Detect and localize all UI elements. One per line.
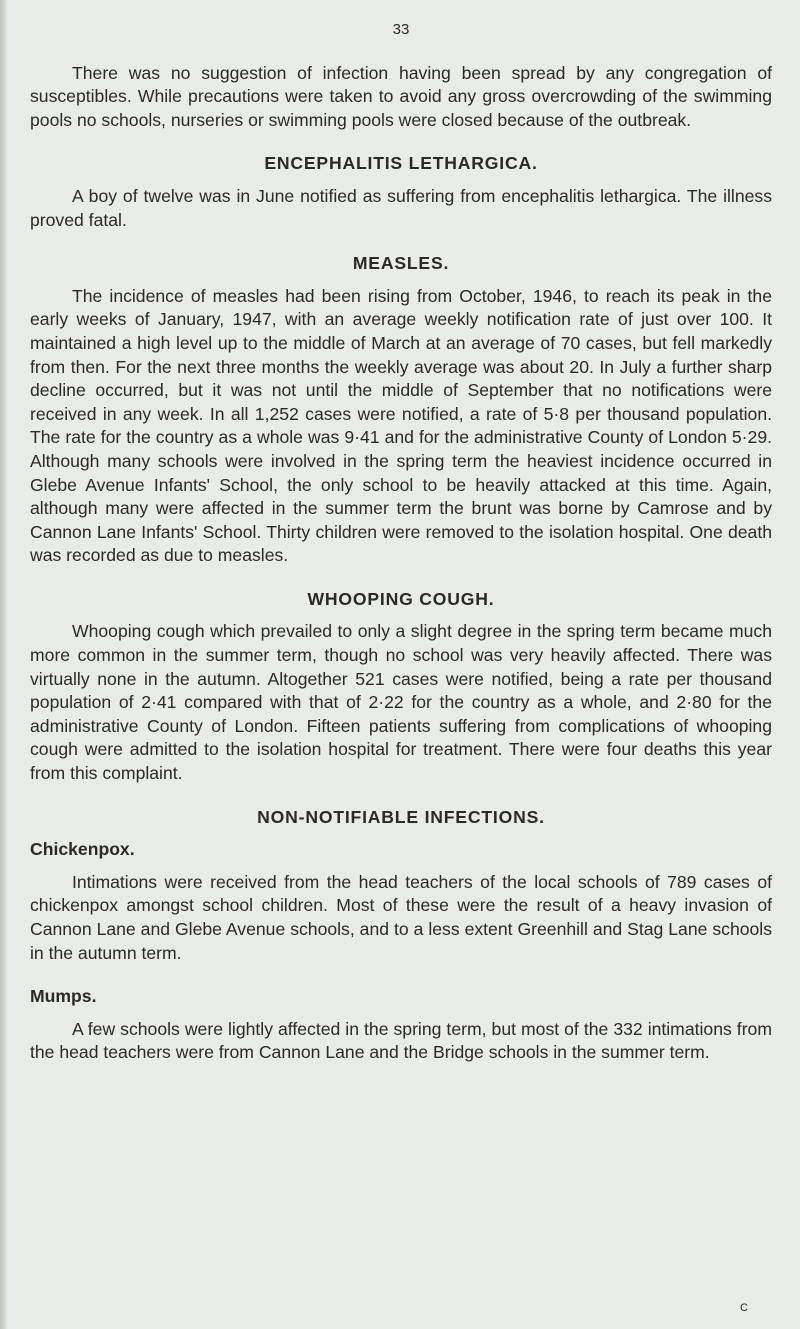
signature-mark: C <box>740 1302 748 1314</box>
whooping-cough-paragraph: Whooping cough which prevailed to only a slight degree in the spring term became much more common in the summer term, though no school was very heavily affected. There was virtually none in the autumn. Altogether 521 cases were notified, being a rate per thousand population of 2·41 compared with that of 2·22 for the country as a whole, and 2·80 for the administrative County of London. Fifteen patients suffering from complications of whooping cough were admitted to the isolation hospital for treatment. There were four deaths this year from this complaint. <box>30 621 772 784</box>
measles-heading: MEASLES. <box>352 253 450 274</box>
page-content <box>30 18 772 1065</box>
mumps-subheading: Mumps. <box>30 986 97 1007</box>
measles-paragraph: The incidence of measles had been rising from October, 1946, to reach its peak in the early weeks of January, 1947, with an average weekly notification rate of just over 100. It maintained a high level up to the middle of March at an average of 70 cases, but fell markedly from then. For the next three months the weekly average was about 20. In July a further sharp decline occurred, but it was not until the middle of September that no notifications were received in any week. In all 1,252 cases were notified, a rate of 5·8 per thousand population. The rate for the country as a whole was 9·41 and for the administrative County of London 5·29. Although many schools were involved in the spring term the heaviest incidence occurred in Glebe Avenue Infants' School, the only school to be heavily attacked at this time. Again, although many were affected in the summer term the brunt was borne by Camrose and by Cannon Lane Infants' School. Thirty children were removed to the isolation hospital. One death was recorded as due to measles. <box>30 285 772 566</box>
page-number: 33 <box>392 21 410 38</box>
mumps-paragraph: A few schools were lightly affected in the spring term, but most of the 332 intimations from the head teachers were from Cannon Lane and the Bridge schools in the summer term. <box>30 1018 772 1063</box>
encephalitis-heading: ENCEPHALITIS LETHARGICA. <box>264 153 538 174</box>
chickenpox-subheading: Chickenpox. <box>30 839 135 860</box>
whooping-cough-heading: WHOOPING COUGH. <box>307 588 495 609</box>
encephalitis-paragraph: A boy of twelve was in June notified as suffering from encephalitis lethargica. The illness proved fatal. <box>30 185 772 230</box>
chickenpox-paragraph: Intimations were received from the head teachers of the local schools of 789 cases of chickenpox amongst school children. Most of these were the result of a heavy invasion of Cannon Lane and Glebe Avenue schools, and to a less extent Greenhill and Stag Lane schools in the autumn term. <box>30 871 772 963</box>
non-notifiable-heading: NON-NOTIFIABLE INFECTIONS. <box>257 806 545 827</box>
intro-paragraph: There was no suggestion of infection having been spread by any congregation of susceptibles. While precautions were taken to avoid any gross overcrowding of the swimming pools no schools, nurseries or swimming pools were closed because of the outbreak. <box>30 62 772 130</box>
page-binding-edge <box>0 0 7 1329</box>
